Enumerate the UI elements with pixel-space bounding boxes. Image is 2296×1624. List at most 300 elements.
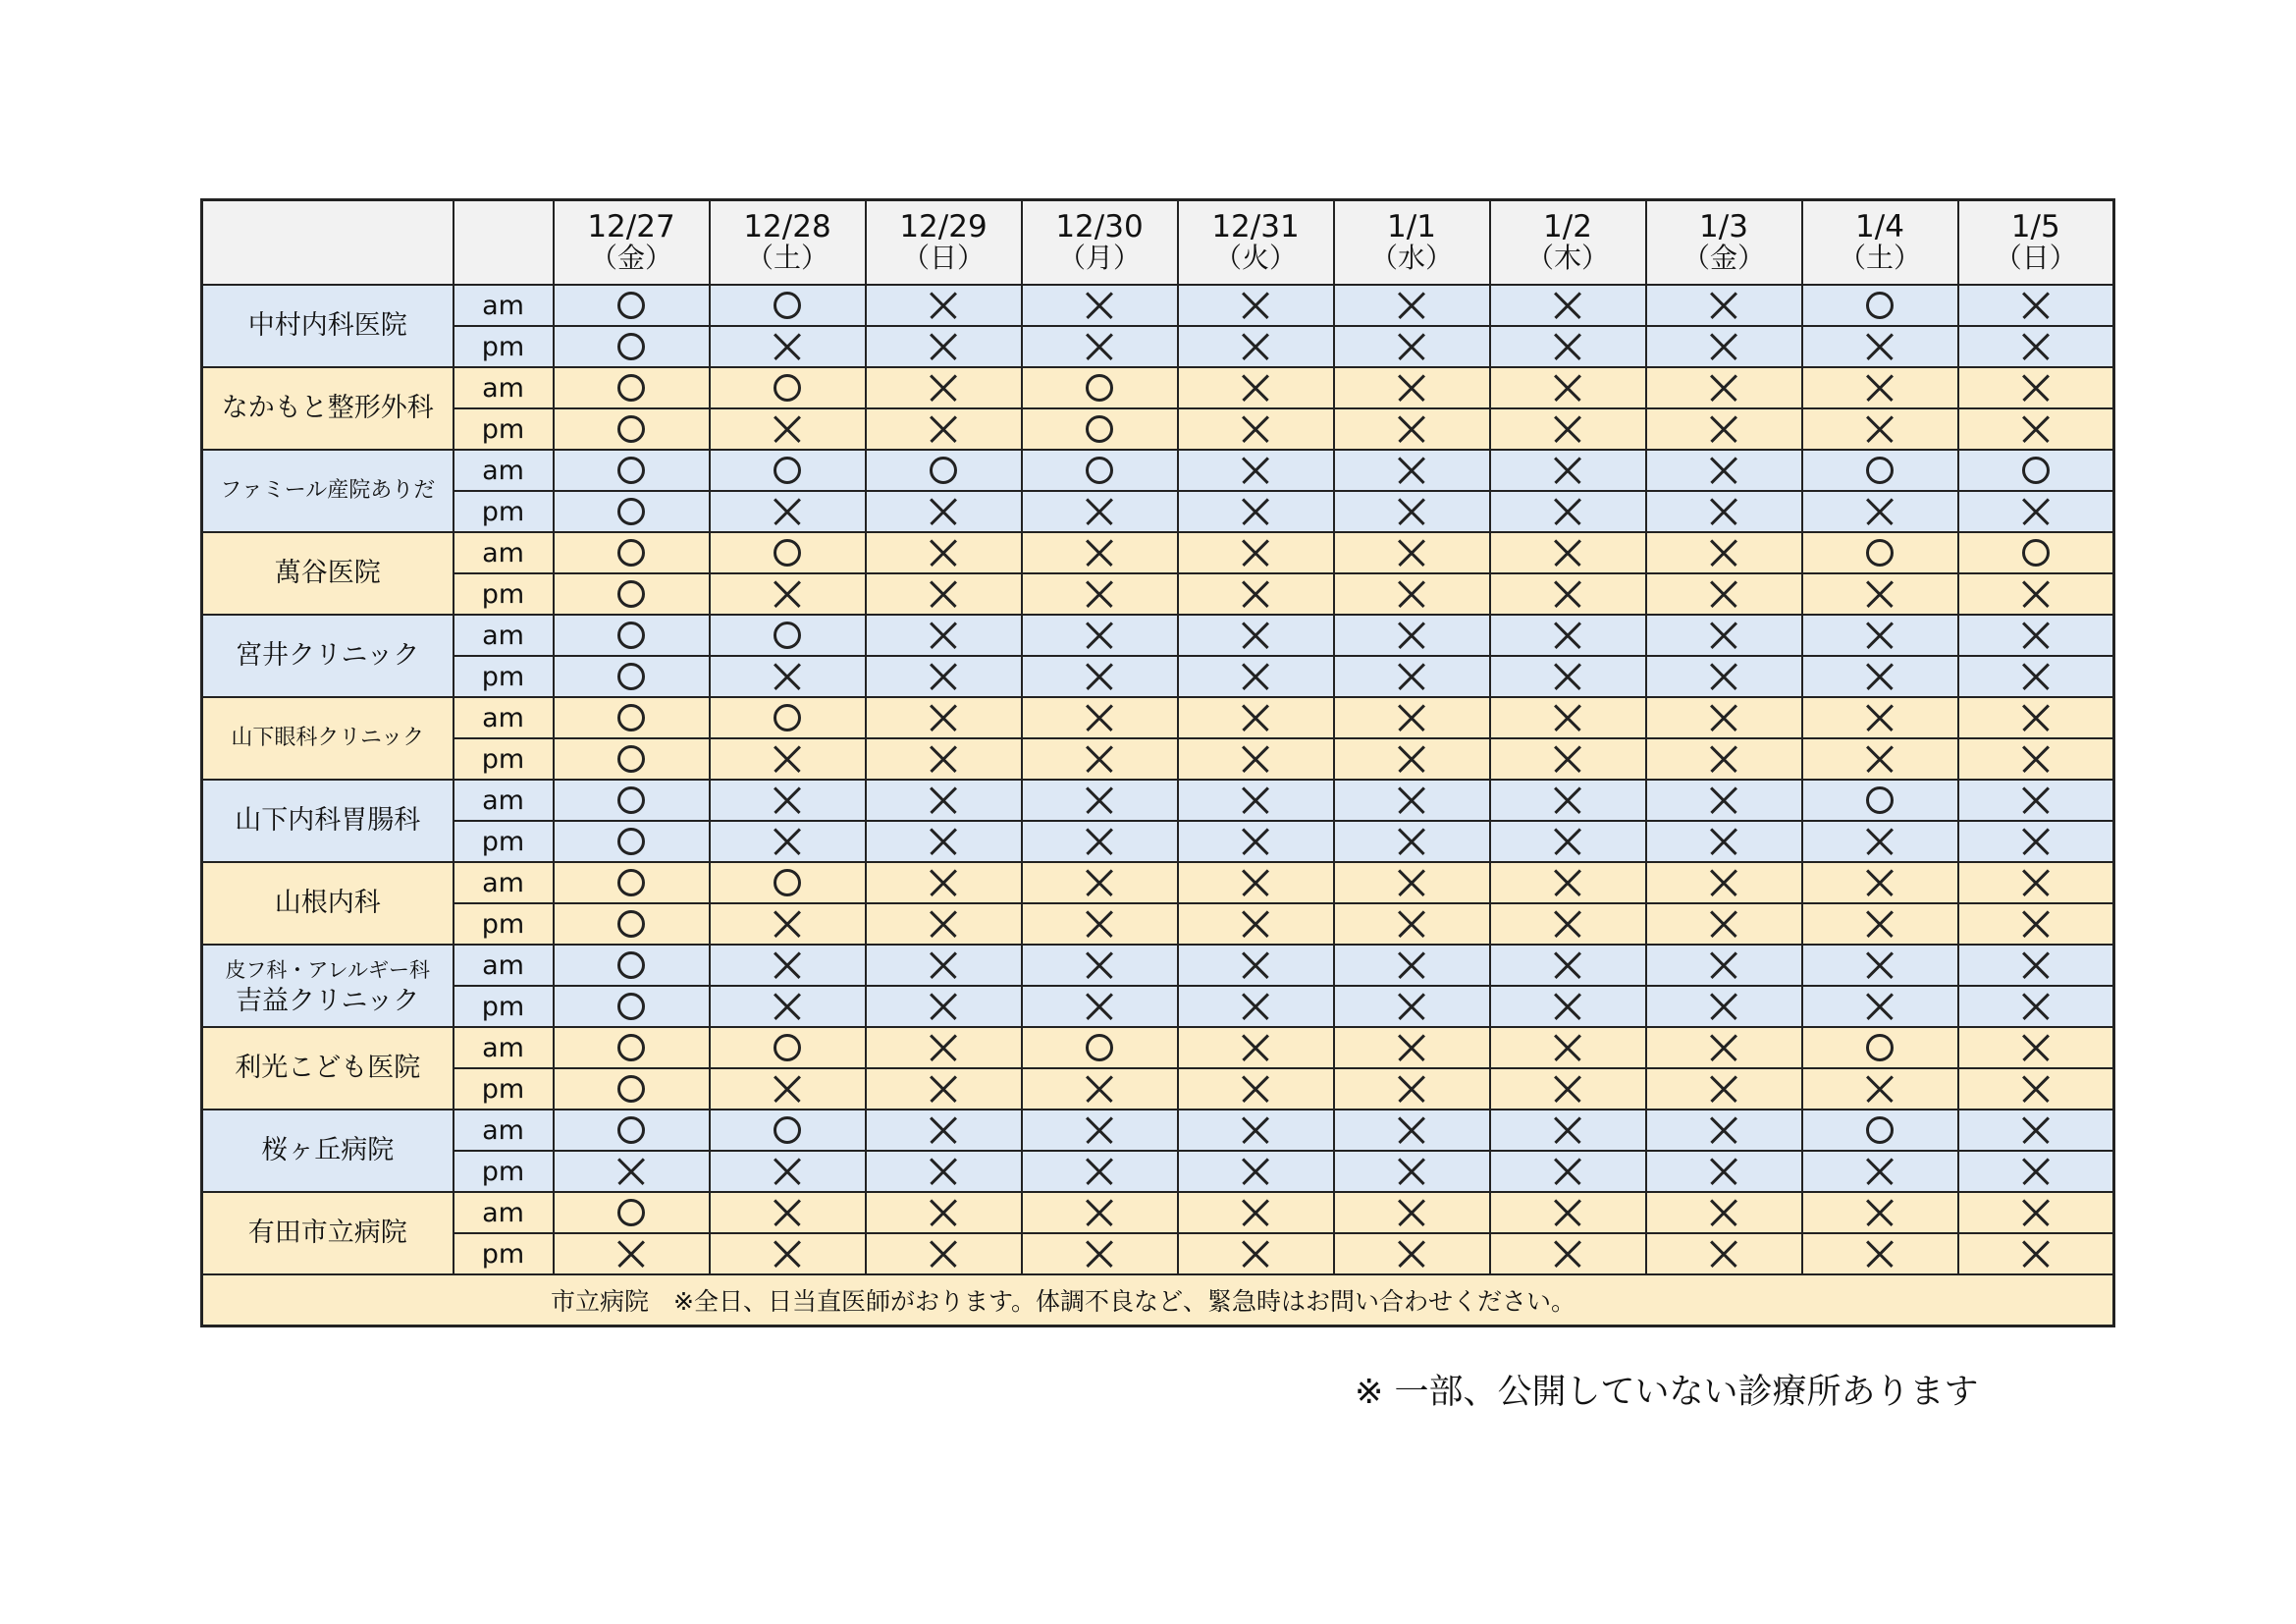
closed-cross-icon: [1241, 909, 1270, 939]
closed-cross-icon: [773, 992, 802, 1021]
availability-cell: [866, 1151, 1022, 1192]
availability-cell: [710, 491, 866, 532]
slot-label: pm: [454, 491, 554, 532]
availability-cell: [1646, 573, 1802, 615]
open-circle-icon: [616, 456, 646, 485]
closed-cross-icon: [1865, 909, 1895, 939]
availability-cell: [1334, 450, 1490, 491]
closed-cross-icon: [1241, 332, 1270, 361]
open-circle-icon: [1865, 291, 1895, 320]
slot-label: pm: [454, 573, 554, 615]
availability-cell: [710, 1192, 866, 1233]
closed-cross-icon: [929, 1198, 958, 1227]
availability-cell: [710, 697, 866, 738]
closed-cross-icon: [1553, 950, 1582, 980]
closed-cross-icon: [1709, 1157, 1738, 1186]
availability-cell: [1334, 780, 1490, 821]
closed-cross-icon: [1085, 1239, 1114, 1269]
closed-cross-icon: [1397, 538, 1426, 568]
availability-cell: [1958, 1110, 2114, 1151]
availability-cell: [866, 862, 1022, 903]
availability-cell: [1802, 945, 1958, 986]
closed-cross-icon: [1553, 291, 1582, 320]
open-circle-icon: [616, 1074, 646, 1104]
availability-cell: [1802, 986, 1958, 1027]
clinic-name: 萬谷医院: [202, 532, 454, 615]
closed-cross-icon: [1709, 414, 1738, 444]
availability-cell: [1646, 532, 1802, 573]
closed-cross-icon: [2021, 1115, 2051, 1145]
date-label: 1/3: [1699, 209, 1748, 244]
clinic-name: 有田市立病院: [202, 1192, 454, 1274]
availability-cell: [1178, 1233, 1334, 1274]
availability-cell: [1022, 656, 1178, 697]
clinic-row-pm: [202, 821, 2114, 862]
closed-cross-icon: [1865, 827, 1895, 856]
availability-cell: [1802, 656, 1958, 697]
closed-cross-icon: [1241, 456, 1270, 485]
open-circle-icon: [773, 538, 802, 568]
closed-cross-icon: [929, 414, 958, 444]
closed-cross-icon: [1553, 497, 1582, 526]
availability-cell: [710, 656, 866, 697]
closed-cross-icon: [1709, 992, 1738, 1021]
closed-cross-icon: [1085, 1198, 1114, 1227]
availability-cell: [1022, 408, 1178, 450]
closed-cross-icon: [1397, 456, 1426, 485]
closed-cross-icon: [1241, 703, 1270, 732]
availability-cell: [1802, 1068, 1958, 1110]
availability-cell: [554, 326, 710, 367]
availability-cell: [1178, 1192, 1334, 1233]
closed-cross-icon: [1085, 579, 1114, 609]
availability-cell: [1958, 1233, 2114, 1274]
availability-cell: [554, 903, 710, 945]
clinic-name: 桜ヶ丘病院: [202, 1110, 454, 1192]
availability-cell: [1802, 367, 1958, 408]
availability-cell: [1022, 450, 1178, 491]
closed-cross-icon: [1709, 1198, 1738, 1227]
availability-cell: [554, 986, 710, 1027]
closed-cross-icon: [1397, 497, 1426, 526]
availability-cell: [1958, 326, 2114, 367]
slot-label: pm: [454, 986, 554, 1027]
availability-cell: [1958, 573, 2114, 615]
open-circle-icon: [616, 497, 646, 526]
closed-cross-icon: [2021, 744, 2051, 774]
availability-cell: [866, 903, 1022, 945]
closed-cross-icon: [1397, 703, 1426, 732]
availability-cell: [866, 285, 1022, 326]
closed-cross-icon: [1397, 332, 1426, 361]
availability-cell: [1490, 738, 1646, 780]
closed-cross-icon: [1865, 332, 1895, 361]
closed-cross-icon: [1865, 621, 1895, 650]
availability-cell: [1958, 285, 2114, 326]
availability-cell: [1802, 532, 1958, 573]
availability-cell: [1178, 285, 1334, 326]
open-circle-icon: [1865, 456, 1895, 485]
closed-cross-icon: [929, 1033, 958, 1062]
availability-cell: [1490, 408, 1646, 450]
weekday-label: （日）: [1994, 242, 2077, 274]
availability-cell: [1490, 615, 1646, 656]
closed-cross-icon: [1241, 1157, 1270, 1186]
closed-cross-icon: [1241, 992, 1270, 1021]
availability-cell: [1958, 903, 2114, 945]
weekday-label: （火）: [1213, 242, 1297, 274]
clinic-row-am: [202, 450, 2114, 491]
closed-cross-icon: [1865, 950, 1895, 980]
closed-cross-icon: [2021, 1074, 2051, 1104]
slot-label: pm: [454, 1233, 554, 1274]
closed-cross-icon: [1865, 579, 1895, 609]
availability-cell: [1802, 1151, 1958, 1192]
availability-cell: [1490, 491, 1646, 532]
open-circle-icon: [616, 785, 646, 815]
availability-cell: [1958, 862, 2114, 903]
closed-cross-icon: [1553, 868, 1582, 897]
closed-cross-icon: [1709, 373, 1738, 403]
closed-cross-icon: [1397, 785, 1426, 815]
availability-cell: [1178, 656, 1334, 697]
availability-cell: [1178, 532, 1334, 573]
closed-cross-icon: [929, 373, 958, 403]
closed-cross-icon: [1085, 662, 1114, 691]
availability-cell: [1334, 1233, 1490, 1274]
closed-cross-icon: [1709, 456, 1738, 485]
closed-cross-icon: [929, 992, 958, 1021]
availability-cell: [1490, 1027, 1646, 1068]
closed-cross-icon: [773, 744, 802, 774]
availability-cell: [1490, 945, 1646, 986]
clinic-name-line: 皮フ科・アレルギー科: [225, 958, 431, 982]
closed-cross-icon: [1397, 662, 1426, 691]
availability-cell: [554, 1110, 710, 1151]
availability-cell: [866, 326, 1022, 367]
availability-cell: [1646, 1068, 1802, 1110]
availability-cell: [1022, 821, 1178, 862]
availability-cell: [554, 285, 710, 326]
availability-cell: [554, 367, 710, 408]
closed-cross-icon: [1397, 1239, 1426, 1269]
slot-label: pm: [454, 408, 554, 450]
closed-cross-icon: [773, 1157, 802, 1186]
clinic-name: [202, 945, 454, 1027]
closed-cross-icon: [929, 621, 958, 650]
closed-cross-icon: [1241, 785, 1270, 815]
closed-cross-icon: [1241, 744, 1270, 774]
availability-cell: [1334, 408, 1490, 450]
availability-cell: [1490, 821, 1646, 862]
availability-cell: [1022, 532, 1178, 573]
availability-cell: [1178, 986, 1334, 1027]
closed-cross-icon: [1241, 538, 1270, 568]
availability-cell: [1646, 986, 1802, 1027]
clinic-row-pm: [202, 738, 2114, 780]
open-circle-icon: [2021, 456, 2051, 485]
availability-cell: [1490, 986, 1646, 1027]
availability-cell: [1646, 615, 1802, 656]
availability-cell: [1646, 1110, 1802, 1151]
availability-cell: [1958, 1068, 2114, 1110]
availability-cell: [1490, 1233, 1646, 1274]
closed-cross-icon: [2021, 291, 2051, 320]
availability-cell: [1178, 1027, 1334, 1068]
clinic-row-pm: [202, 1151, 2114, 1192]
availability-cell: [866, 450, 1022, 491]
open-circle-icon: [616, 868, 646, 897]
availability-cell: [1178, 1068, 1334, 1110]
slot-label: am: [454, 1192, 554, 1233]
closed-cross-icon: [1709, 621, 1738, 650]
availability-cell: [866, 532, 1022, 573]
date-label: 1/1: [1387, 209, 1436, 244]
availability-cell: [1802, 821, 1958, 862]
closed-cross-icon: [1709, 1115, 1738, 1145]
weekday-label: （土）: [745, 242, 828, 274]
availability-cell: [1178, 738, 1334, 780]
availability-cell: [1490, 1110, 1646, 1151]
open-circle-icon: [616, 950, 646, 980]
availability-cell: [554, 408, 710, 450]
closed-cross-icon: [1865, 1239, 1895, 1269]
availability-cell: [1178, 450, 1334, 491]
availability-cell: [1022, 780, 1178, 821]
open-circle-icon: [773, 1033, 802, 1062]
closed-cross-icon: [1397, 827, 1426, 856]
availability-cell: [1334, 367, 1490, 408]
availability-cell: [1646, 697, 1802, 738]
closed-cross-icon: [929, 1157, 958, 1186]
availability-cell: [1022, 615, 1178, 656]
closed-cross-icon: [1709, 579, 1738, 609]
availability-cell: [866, 821, 1022, 862]
availability-cell: [1802, 1027, 1958, 1068]
date-header: [1490, 200, 1646, 286]
weekday-label: （月）: [1057, 242, 1141, 274]
availability-cell: [1022, 1068, 1178, 1110]
availability-cell: [866, 1027, 1022, 1068]
availability-cell: [554, 821, 710, 862]
closed-cross-icon: [929, 538, 958, 568]
closed-cross-icon: [773, 1074, 802, 1104]
open-circle-icon: [616, 291, 646, 320]
closed-cross-icon: [2021, 909, 2051, 939]
availability-cell: [554, 697, 710, 738]
closed-cross-icon: [1241, 414, 1270, 444]
closed-cross-icon: [1553, 1115, 1582, 1145]
availability-cell: [1022, 945, 1178, 986]
closed-cross-icon: [773, 497, 802, 526]
open-circle-icon: [773, 1115, 802, 1145]
open-circle-icon: [616, 414, 646, 444]
open-circle-icon: [616, 1115, 646, 1145]
availability-cell: [1802, 615, 1958, 656]
closed-cross-icon: [1865, 662, 1895, 691]
availability-cell: [1022, 573, 1178, 615]
availability-cell: [1958, 986, 2114, 1027]
availability-cell: [1802, 408, 1958, 450]
closed-cross-icon: [1085, 621, 1114, 650]
availability-cell: [1802, 1110, 1958, 1151]
availability-cell: [1490, 450, 1646, 491]
slot-label: am: [454, 1027, 554, 1068]
clinic-row-pm: [202, 491, 2114, 532]
availability-cell: [1178, 697, 1334, 738]
availability-cell: [710, 1151, 866, 1192]
availability-cell: [1958, 408, 2114, 450]
slot-label: pm: [454, 326, 554, 367]
availability-cell: [710, 450, 866, 491]
closed-cross-icon: [2021, 662, 2051, 691]
closed-cross-icon: [1553, 579, 1582, 609]
clinic-row-am: [202, 1027, 2114, 1068]
closed-cross-icon: [1241, 579, 1270, 609]
availability-cell: [1022, 697, 1178, 738]
availability-cell: [554, 491, 710, 532]
availability-cell: [1646, 367, 1802, 408]
closed-cross-icon: [2021, 785, 2051, 815]
clinic-name: なかもと整形外科: [202, 367, 454, 450]
clinic-row-am: [202, 945, 2114, 986]
open-circle-icon: [616, 373, 646, 403]
availability-cell: [1802, 326, 1958, 367]
closed-cross-icon: [1397, 373, 1426, 403]
availability-cell: [866, 491, 1022, 532]
header-row: [202, 200, 2114, 286]
availability-cell: [710, 903, 866, 945]
availability-cell: [1802, 285, 1958, 326]
closed-cross-icon: [929, 1074, 958, 1104]
availability-cell: [1178, 367, 1334, 408]
closed-cross-icon: [1553, 992, 1582, 1021]
availability-cell: [1958, 945, 2114, 986]
closed-cross-icon: [1709, 332, 1738, 361]
availability-cell: [1334, 532, 1490, 573]
availability-cell: [1802, 738, 1958, 780]
open-circle-icon: [616, 1198, 646, 1227]
availability-cell: [1646, 1027, 1802, 1068]
closed-cross-icon: [1241, 621, 1270, 650]
open-circle-icon: [616, 1033, 646, 1062]
closed-cross-icon: [1865, 497, 1895, 526]
slot-label: pm: [454, 738, 554, 780]
availability-cell: [1334, 326, 1490, 367]
availability-cell: [1490, 1192, 1646, 1233]
availability-cell: [710, 1233, 866, 1274]
closed-cross-icon: [1241, 827, 1270, 856]
closed-cross-icon: [2021, 1157, 2051, 1186]
closed-cross-icon: [1241, 291, 1270, 320]
closed-cross-icon: [929, 868, 958, 897]
open-circle-icon: [616, 909, 646, 939]
availability-cell: [1646, 285, 1802, 326]
availability-cell: [1802, 697, 1958, 738]
closed-cross-icon: [1553, 785, 1582, 815]
closed-cross-icon: [773, 785, 802, 815]
availability-cell: [1490, 573, 1646, 615]
slot-label: am: [454, 862, 554, 903]
availability-cell: [1022, 1110, 1178, 1151]
closed-cross-icon: [929, 950, 958, 980]
availability-cell: [866, 738, 1022, 780]
closed-cross-icon: [2021, 1033, 2051, 1062]
date-label: 12/27: [587, 209, 675, 244]
closed-cross-icon: [1085, 785, 1114, 815]
closed-cross-icon: [1241, 373, 1270, 403]
closed-cross-icon: [1241, 1239, 1270, 1269]
closed-cross-icon: [1553, 414, 1582, 444]
slot-label: pm: [454, 1068, 554, 1110]
closed-cross-icon: [2021, 497, 2051, 526]
availability-cell: [1646, 408, 1802, 450]
closed-cross-icon: [1085, 1074, 1114, 1104]
closed-cross-icon: [1085, 703, 1114, 732]
closed-cross-icon: [1241, 497, 1270, 526]
availability-cell: [1958, 821, 2114, 862]
closed-cross-icon: [2021, 332, 2051, 361]
closed-cross-icon: [1865, 868, 1895, 897]
closed-cross-icon: [773, 332, 802, 361]
weekday-label: （金）: [1682, 242, 1765, 274]
availability-cell: [1958, 367, 2114, 408]
closed-cross-icon: [1865, 1198, 1895, 1227]
clinic-row-am: [202, 697, 2114, 738]
availability-cell: [1022, 326, 1178, 367]
availability-cell: [866, 697, 1022, 738]
availability-cell: [554, 573, 710, 615]
availability-cell: [1802, 862, 1958, 903]
closed-cross-icon: [1553, 456, 1582, 485]
closed-cross-icon: [1397, 1074, 1426, 1104]
clinic-row-pm: [202, 1068, 2114, 1110]
clinic-row-pm: [202, 326, 2114, 367]
closed-cross-icon: [1553, 909, 1582, 939]
closed-cross-icon: [1709, 1239, 1738, 1269]
date-header: [1958, 200, 2114, 286]
closed-cross-icon: [1553, 1074, 1582, 1104]
open-circle-icon: [773, 456, 802, 485]
availability-cell: [1334, 945, 1490, 986]
closed-cross-icon: [1553, 1239, 1582, 1269]
closed-cross-icon: [1397, 744, 1426, 774]
closed-cross-icon: [1865, 992, 1895, 1021]
availability-cell: [866, 656, 1022, 697]
availability-cell: [1646, 656, 1802, 697]
bottom-note: ※ 一部、公開していない診療所あります: [1355, 1373, 1979, 1412]
open-circle-icon: [616, 332, 646, 361]
availability-cell: [710, 615, 866, 656]
availability-cell: [1958, 780, 2114, 821]
availability-cell: [1334, 1192, 1490, 1233]
closed-cross-icon: [1865, 744, 1895, 774]
availability-cell: [710, 862, 866, 903]
closed-cross-icon: [1241, 1198, 1270, 1227]
closed-cross-icon: [1397, 414, 1426, 444]
clinic-row-am: [202, 532, 2114, 573]
closed-cross-icon: [773, 827, 802, 856]
closed-cross-icon: [929, 662, 958, 691]
availability-cell: [1958, 697, 2114, 738]
closed-cross-icon: [929, 291, 958, 320]
closed-cross-icon: [2021, 621, 2051, 650]
availability-cell: [1802, 1192, 1958, 1233]
availability-cell: [1958, 1027, 2114, 1068]
availability-cell: [554, 1233, 710, 1274]
availability-cell: [866, 408, 1022, 450]
closed-cross-icon: [1553, 1198, 1582, 1227]
